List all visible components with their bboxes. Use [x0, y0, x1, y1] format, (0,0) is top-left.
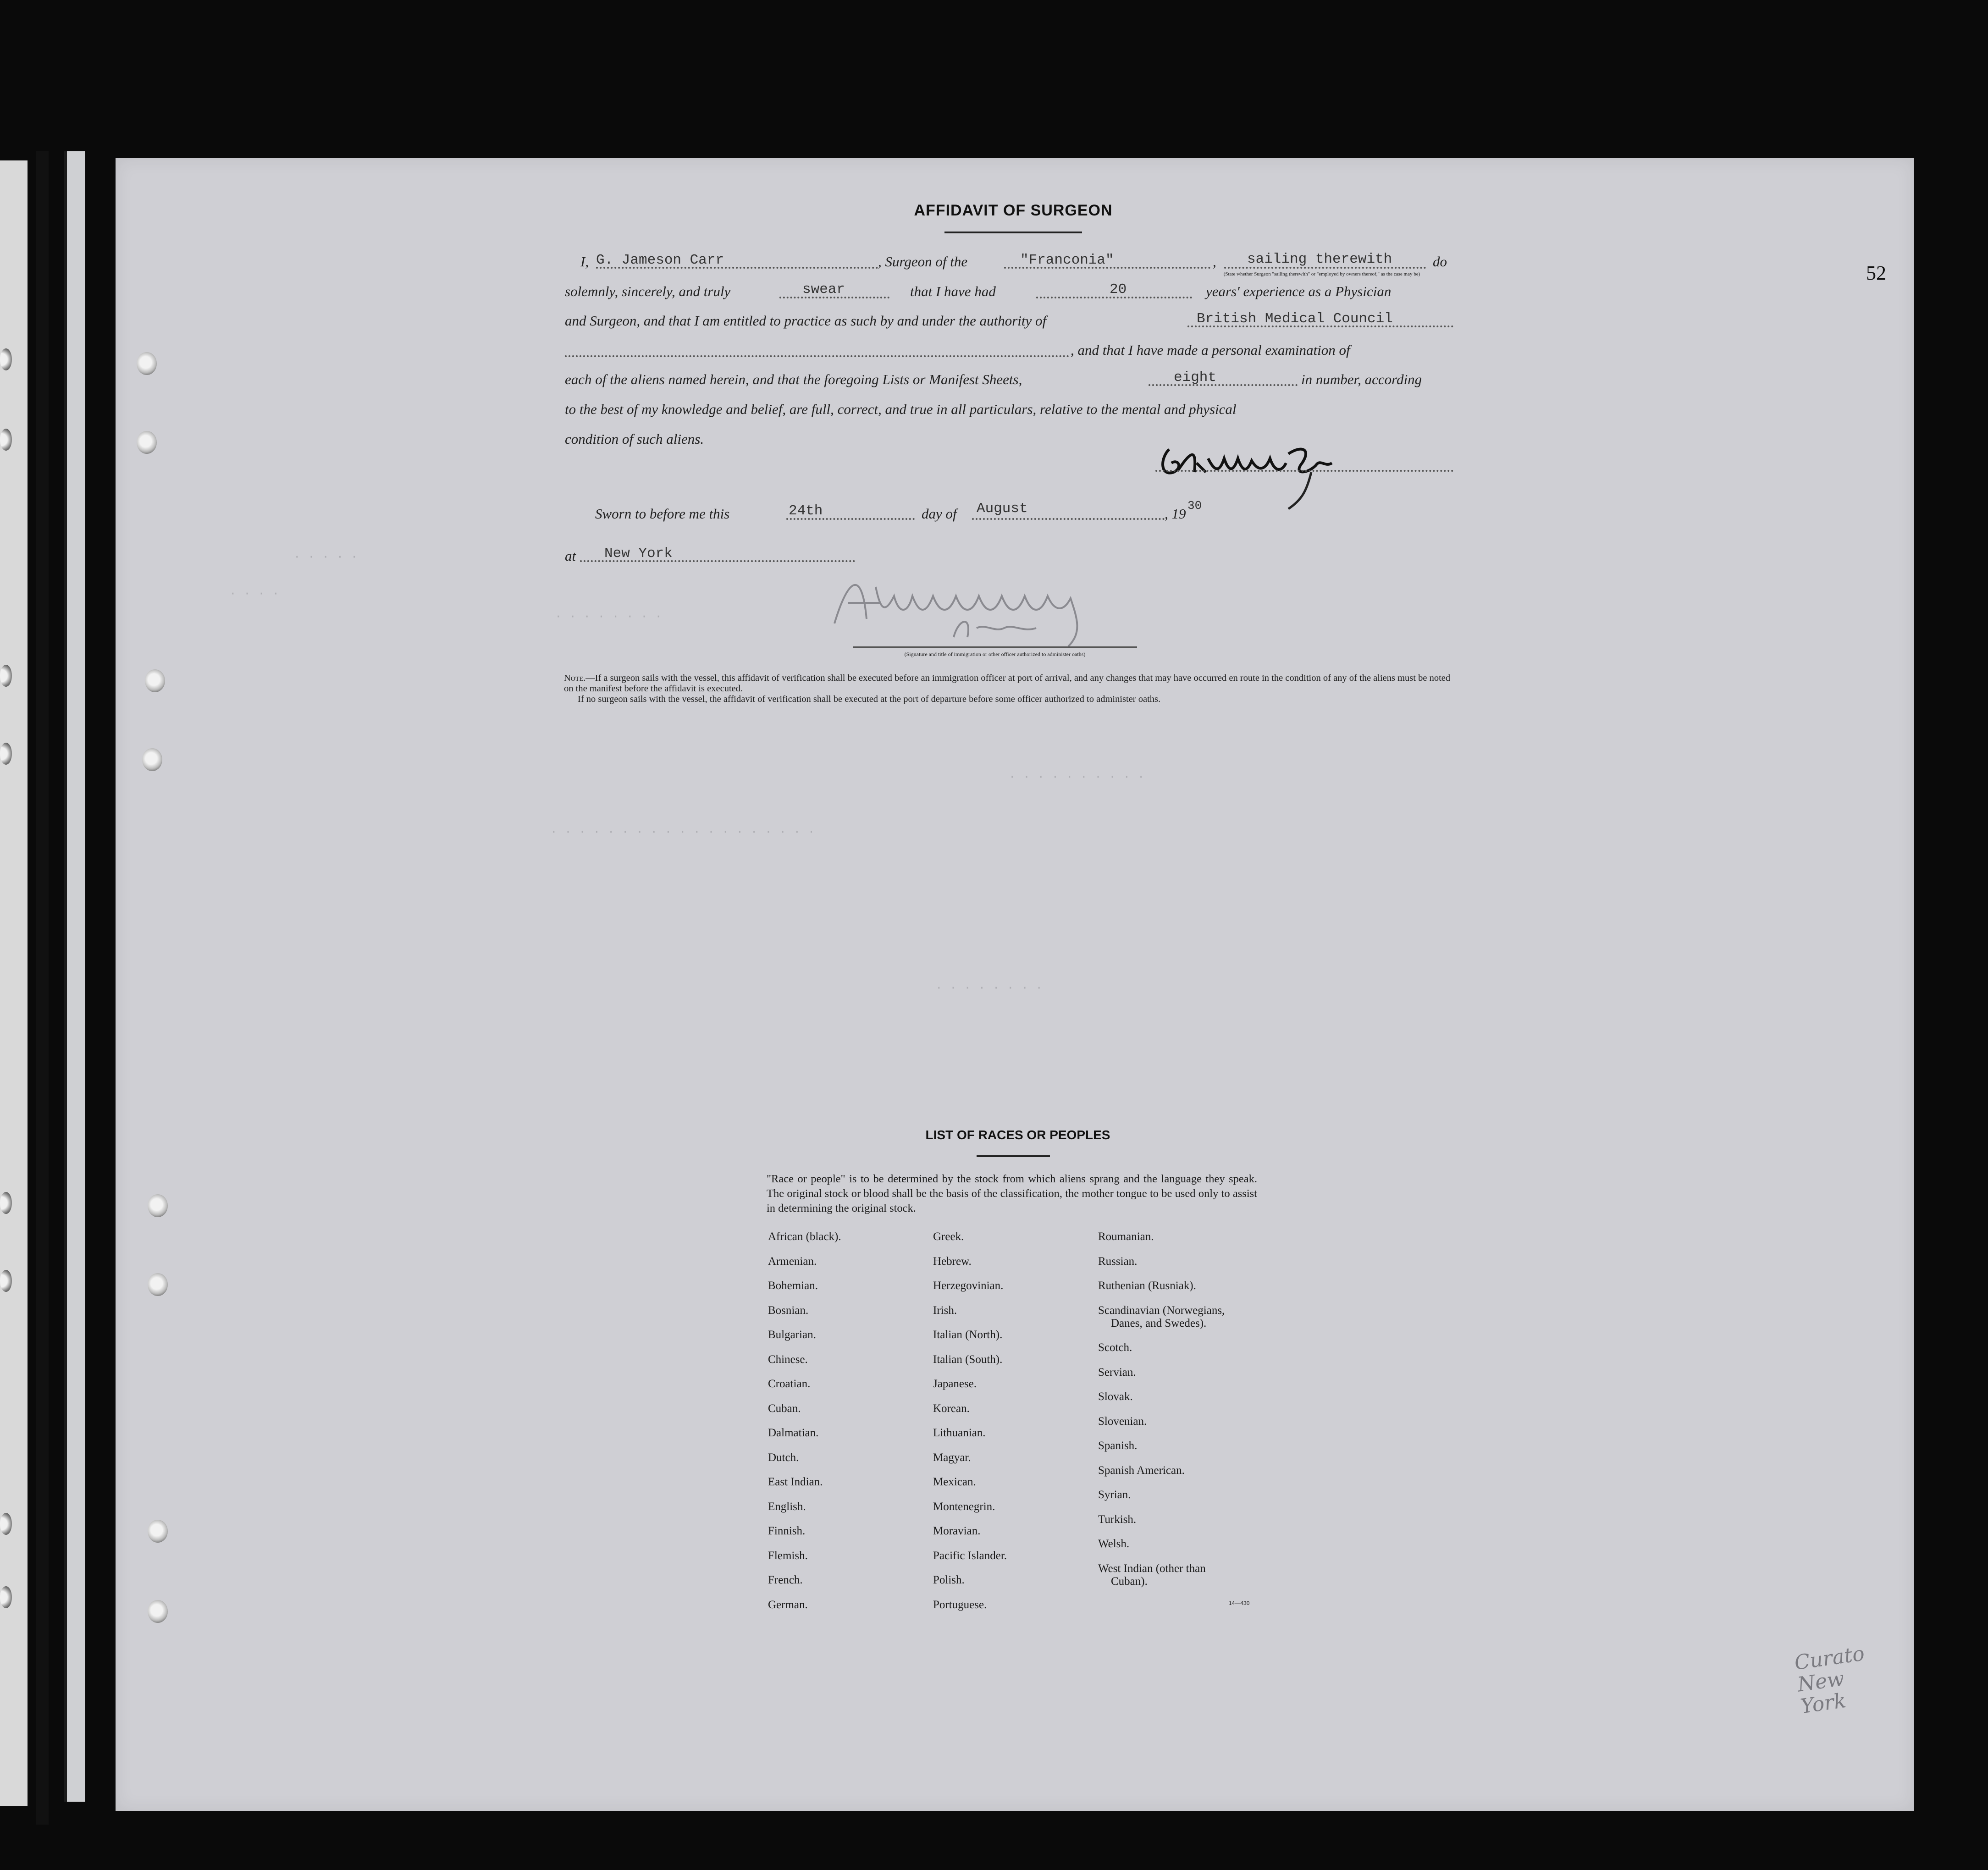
- race-item: African (black).: [768, 1230, 841, 1243]
- bleed-through-text: · · · · · · · · · · · · · · · · · · ·: [550, 825, 815, 839]
- surgeon-name-value: G. Jameson Carr: [596, 252, 724, 268]
- race-item: Hebrew.: [933, 1255, 972, 1268]
- race-item: Welsh.: [1098, 1538, 1130, 1550]
- race-item: Herzegovinian.: [933, 1280, 1004, 1292]
- punch-hole: [142, 748, 162, 771]
- race-item: Ruthenian (Rusniak).: [1098, 1280, 1196, 1292]
- race-item: Spanish.: [1098, 1440, 1138, 1452]
- races-intro: "Race or people" is to be determined by the stock from which aliens sprang and the language they speak. The original stock or blood shall be the basis of the classification, the mother tongue to be used only to assist in determining the original stock.: [767, 1173, 1257, 1214]
- punch-hole: [148, 1273, 168, 1296]
- race-item: East Indian.: [768, 1476, 823, 1488]
- sworn-day-line: [786, 518, 915, 520]
- binding-band: [64, 151, 85, 1802]
- race-item: Chinese.: [768, 1353, 808, 1366]
- surgeon-status-value: sailing therewith: [1247, 251, 1392, 267]
- punch-hole: [0, 429, 12, 451]
- binding-rail: [36, 151, 49, 1825]
- surgeon-status-line: [1224, 267, 1426, 269]
- race-item: Irish.: [933, 1304, 957, 1317]
- surgeon-note: [564, 673, 1458, 705]
- note-label: Note.: [564, 673, 586, 683]
- years-value: 20: [1110, 281, 1127, 298]
- race-item: Turkish.: [1098, 1513, 1137, 1526]
- line5-suffix: in number, according: [1301, 371, 1422, 387]
- year-prefix: , 19: [1165, 506, 1186, 522]
- bleed-through-text: · · · · · · · ·: [935, 981, 1043, 995]
- place-value: New York: [604, 546, 673, 562]
- line1-prefix: I,: [580, 254, 589, 270]
- officer-signature: [807, 559, 1174, 651]
- note-text-2: If no surgeon sails with the vessel, the affidavit of verification shall be executed at the port of departure before some officer authorized to administer oaths.: [578, 694, 1161, 704]
- race-item: Servian.: [1098, 1366, 1136, 1379]
- race-item: Slovenian.: [1098, 1415, 1147, 1428]
- line2-prefix: solemnly, sincerely, and truly: [565, 283, 731, 299]
- race-item: Scotch.: [1098, 1341, 1132, 1354]
- sworn-month-line: [972, 518, 1165, 520]
- sworn-day-value: 24th: [789, 503, 823, 519]
- line6: to the best of my knowledge and belief, are full, correct, and true in all particulars, relative to the mental and physical: [565, 401, 1237, 417]
- race-item: Roumanian.: [1098, 1230, 1154, 1243]
- line5-prefix: each of the aliens named herein, and that the foregoing Lists or Manifest Sheets,: [565, 371, 1022, 387]
- race-item: Croatian.: [768, 1378, 811, 1390]
- authority-value: British Medical Council: [1197, 311, 1393, 327]
- line2-middle: that I have had: [910, 283, 996, 299]
- race-item: Montenegrin.: [933, 1500, 995, 1513]
- race-item: West Indian (other than: [1098, 1562, 1206, 1575]
- bleed-through-text: · · · · · · · · · ·: [1009, 770, 1145, 784]
- line7: condition of such aliens.: [565, 431, 704, 447]
- years-line: [1036, 297, 1192, 298]
- race-item: Spanish American.: [1098, 1464, 1185, 1477]
- race-item: Flemish.: [768, 1549, 808, 1562]
- punch-hole: [148, 1600, 168, 1623]
- race-item: Finnish.: [768, 1525, 806, 1537]
- race-item: German.: [768, 1598, 808, 1611]
- race-item: Armenian.: [768, 1255, 817, 1268]
- sworn-month-value: August: [977, 501, 1028, 517]
- surgeon-signature: [1151, 431, 1353, 513]
- surgeon-status-hint: (State whether Surgeon "sailing therewith" or "employed by owners thereof," as the case may be): [1223, 271, 1420, 277]
- punch-hole: [0, 1192, 12, 1214]
- race-item: Pacific Islander.: [933, 1549, 1007, 1562]
- punch-hole: [145, 669, 165, 692]
- race-item: Bohemian.: [768, 1280, 818, 1292]
- ship-name-value: "Franconia": [1020, 252, 1114, 268]
- authority-line: [1187, 325, 1453, 327]
- race-item: Slovak.: [1098, 1390, 1133, 1403]
- race-item: Cuban).: [1111, 1575, 1148, 1588]
- punch-hole: [0, 1270, 12, 1292]
- line4-suffix: , and that I have made a personal examination of: [1071, 342, 1350, 358]
- do-label: do: [1433, 254, 1447, 270]
- bleed-through-text: · · · · · · · ·: [555, 610, 663, 623]
- race-item: Magyar.: [933, 1451, 971, 1464]
- at-label: at: [565, 548, 576, 564]
- race-item: Lithuanian.: [933, 1427, 986, 1439]
- race-item: Bosnian.: [768, 1304, 809, 1317]
- race-item: Japanese.: [933, 1378, 977, 1390]
- punch-hole: [0, 348, 12, 370]
- surgeon-signature-line: [1155, 470, 1453, 472]
- race-item: Mexican.: [933, 1476, 976, 1488]
- margin-note: Curato New York: [1793, 1642, 1866, 1719]
- line3-prefix: and Surgeon, and that I am entitled to practice as such by and under the authority of: [565, 313, 1047, 329]
- punch-hole: [0, 665, 12, 687]
- note-text-1: —If a surgeon sails with the vessel, this affidavit of verification shall be executed before an immigration officer at port of arrival, and any changes that may have occurred en route in the condition of any of the aliens must be noted on the manifest before the affidavit is executed.: [564, 673, 1451, 694]
- race-item: Syrian.: [1098, 1489, 1131, 1501]
- year-suffix: 30: [1187, 499, 1202, 513]
- race-item: Polish.: [933, 1574, 965, 1586]
- punch-hole: [148, 1520, 168, 1543]
- races-title-underline: [977, 1155, 1050, 1157]
- oath-type-line: [779, 297, 889, 298]
- oath-type-value: swear: [802, 281, 845, 298]
- race-item: French.: [768, 1574, 803, 1586]
- punch-hole: [0, 743, 12, 765]
- race-item: Cuban.: [768, 1402, 801, 1415]
- sheets-value: eight: [1174, 370, 1217, 386]
- race-item: Korean.: [933, 1402, 970, 1415]
- sworn-prefix: Sworn to before me this: [595, 506, 730, 522]
- race-item: Portuguese.: [933, 1598, 987, 1611]
- punch-hole: [0, 1513, 12, 1535]
- race-item: English.: [768, 1500, 806, 1513]
- race-item: Bulgarian.: [768, 1329, 816, 1341]
- punch-hole: [137, 431, 157, 454]
- race-item: Italian (North).: [933, 1329, 1003, 1341]
- race-item: Greek.: [933, 1230, 964, 1243]
- race-item: Dutch.: [768, 1451, 799, 1464]
- officer-signature-line: [853, 646, 1137, 648]
- punch-hole: [137, 352, 157, 375]
- surgeon-of-label: , Surgeon of the: [878, 254, 968, 270]
- form-code: 14—430: [1229, 1600, 1250, 1606]
- bleed-through-text: · · · · ·: [293, 550, 358, 564]
- sheets-line: [1149, 384, 1298, 386]
- surgeon-name-line: [596, 267, 878, 269]
- authority-continued-line: [565, 355, 1069, 357]
- race-item: Scandinavian (Norwegians,: [1098, 1304, 1225, 1317]
- race-item: Russian.: [1098, 1255, 1138, 1268]
- note-paragraph-1: [564, 673, 1458, 694]
- officer-caption: (Signature and title of immigration or other officer authorized to administer oaths): [904, 651, 1086, 657]
- punch-hole: [148, 1194, 168, 1217]
- race-item: Danes, and Swedes).: [1111, 1317, 1207, 1329]
- race-item: Italian (South).: [933, 1353, 1003, 1366]
- bleed-through-text: · · · ·: [229, 587, 280, 601]
- day-of-label: day of: [922, 506, 957, 522]
- race-item: Moravian.: [933, 1525, 981, 1537]
- title-underline: [944, 232, 1082, 233]
- affidavit-title: AFFIDAVIT OF SURGEON: [914, 202, 1113, 219]
- page-number: 52: [1866, 262, 1886, 284]
- races-title: LIST OF RACES OR PEOPLES: [925, 1128, 1110, 1142]
- line2-suffix: years' experience as a Physician: [1206, 283, 1392, 299]
- punch-hole: [0, 1586, 12, 1608]
- ship-name-line: [1004, 267, 1210, 269]
- comma: ,: [1213, 254, 1216, 270]
- adjacent-page-edge: [0, 160, 28, 1806]
- race-item: Dalmatian.: [768, 1427, 819, 1439]
